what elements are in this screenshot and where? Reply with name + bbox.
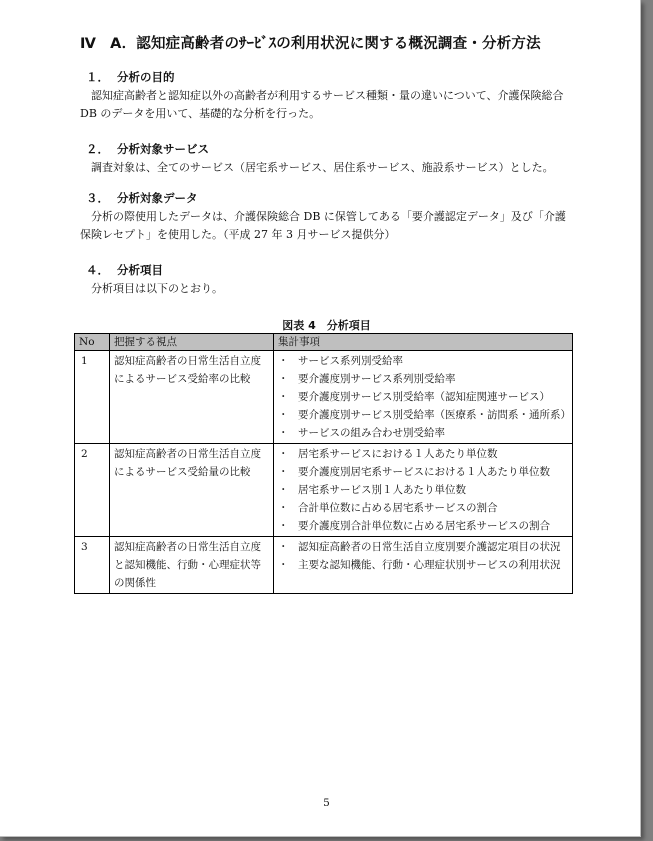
section-heading: ２． 分析対象サービス <box>86 142 209 156</box>
table-caption: 図表 4 分析項目 <box>282 319 371 332</box>
page-title <box>80 32 541 53</box>
column-header-no: No <box>75 334 110 351</box>
row-number: 1 <box>75 351 110 444</box>
list-item: ・ サービスの組み合わせ別受給率 <box>278 424 568 442</box>
row-viewpoint: 認知症高齢者の日常生活自立度と認知機能、行動・心理症状等の関係性 <box>110 537 274 594</box>
list-item: ・ 要介護度別サービス別受給率（医療系・訪問系・通所系） <box>278 406 568 424</box>
analysis-items-table <box>74 333 573 594</box>
page-number: 5 <box>323 797 330 809</box>
list-item: ・ 認知症高齢者の日常生活自立度別要介護認定項目の状況 <box>278 538 568 556</box>
section-body: 調査対象は、全てのサービス（居宅系サービス、居住系サービス、施設系サービス）とした。 <box>91 161 554 174</box>
list-item: ・ 要介護度別サービス系列別受給率 <box>278 370 568 388</box>
section-body: 認知症高齢者と認知症以外の高齢者が利用するサービス種類・量の違いについて、介護保険総合 DB のデータを用いて、基礎的な分析を行った。 <box>80 89 564 120</box>
row-items <box>274 537 573 594</box>
list-item: ・ 居宅系サービス別１人あたり単位数 <box>278 481 568 499</box>
row-items <box>274 444 573 537</box>
section-target-data <box>80 190 576 244</box>
chapter-number: Ⅳ <box>80 36 97 52</box>
table-row <box>75 351 573 444</box>
row-number: 3 <box>75 537 110 594</box>
section-target-services <box>80 141 576 177</box>
section-body: 分析の際使用したデータは、介護保険総合 DB に保管してある「要介護認定データ」及び「介護保険レセプト」を使用した。（平成 27 年 3 月サービス提供分） <box>80 210 566 241</box>
column-header-items: 集計事項 <box>274 334 573 351</box>
list-item: ・ 居宅系サービスにおける１人あたり単位数 <box>278 445 568 463</box>
table-row <box>75 444 573 537</box>
table-row <box>75 537 573 594</box>
section-analysis-items <box>80 262 576 298</box>
section-body: 分析項目は以下のとおり。 <box>91 282 223 295</box>
row-number: 2 <box>75 444 110 537</box>
column-header-viewpoint: 把握する視点 <box>110 334 274 351</box>
row-viewpoint: 認知症高齢者の日常生活自立度によるサービス受給量の比較 <box>110 444 274 537</box>
list-item: ・ 要介護度別合計単位数に占める居宅系サービスの割合 <box>278 517 568 535</box>
section-purpose <box>80 69 576 123</box>
section-heading: １． 分析の目的 <box>86 70 175 84</box>
table-header-row <box>75 334 573 351</box>
list-item: ・ 合計単位数に占める居宅系サービスの割合 <box>278 499 568 517</box>
list-item: ・ 要介護度別サービス別受給率（認知症関連サービス） <box>278 388 568 406</box>
section-heading: ３． 分析対象データ <box>86 191 198 205</box>
row-items <box>274 351 573 444</box>
chapter-title: A．認知症高齢者のｻｰﾋﾞｽの利用状況に関する概況調査・分析方法 <box>110 36 541 52</box>
list-item: ・ サービス系列別受給率 <box>278 352 568 370</box>
row-viewpoint: 認知症高齢者の日常生活自立度によるサービス受給率の比較 <box>110 351 274 444</box>
list-item: ・ 要介護度別居宅系サービスにおける１人あたり単位数 <box>278 463 568 481</box>
section-heading: ４． 分析項目 <box>86 263 163 277</box>
list-item: ・ 主要な認知機能、行動・心理症状別サービスの利用状況 <box>278 556 568 574</box>
